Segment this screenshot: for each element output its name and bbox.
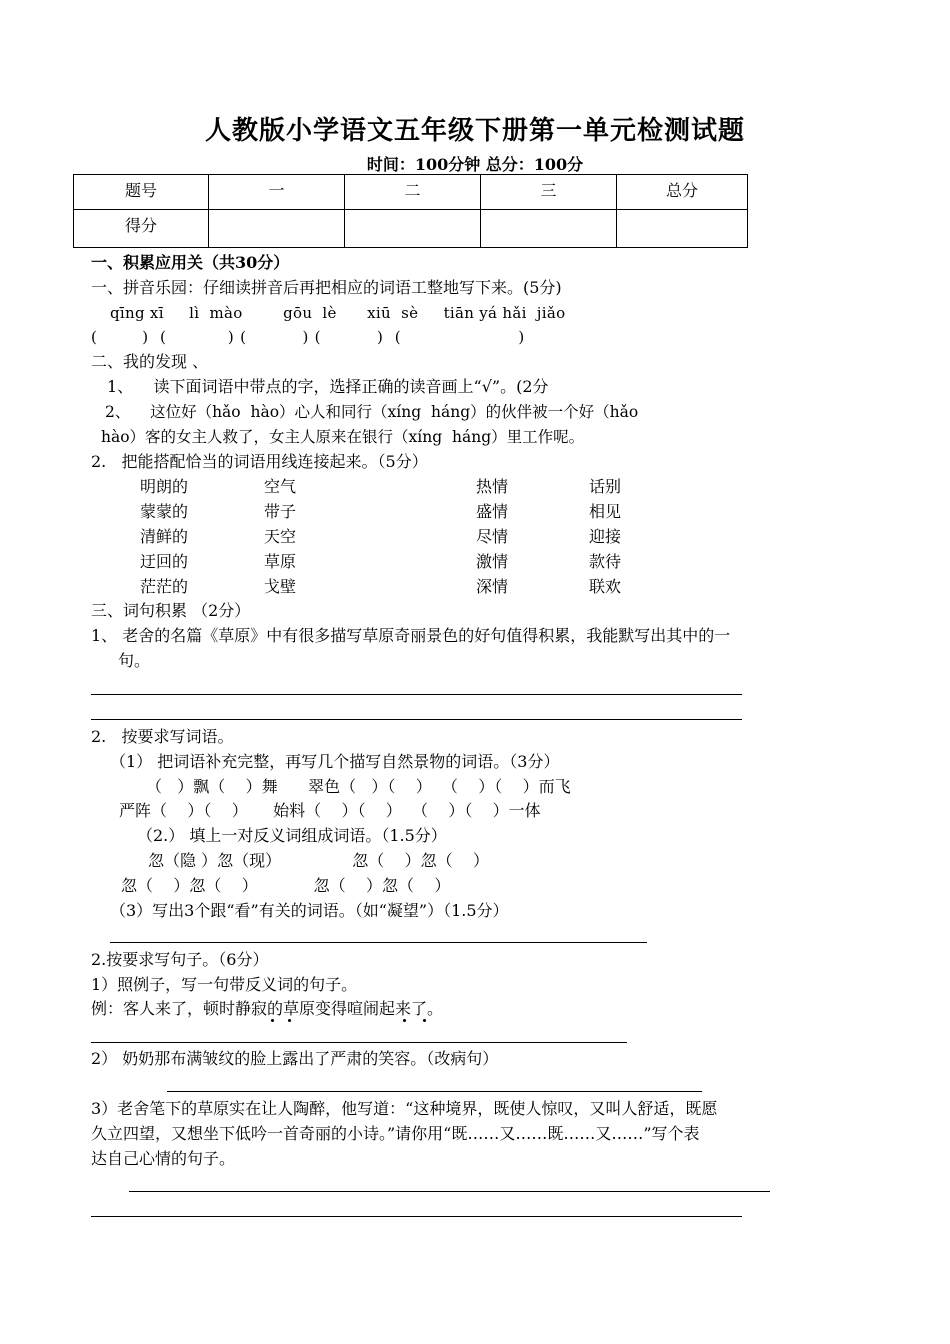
score-cell[interactable] <box>617 210 748 248</box>
score-cell[interactable] <box>209 210 345 248</box>
fill-blank-line[interactable]: （ ）飘（ ）舞 翠色（ ）（ ） （ ）（ ）而飞 <box>146 777 571 796</box>
emphasis-dot <box>271 1019 274 1022</box>
question-title: 三、词句积累 （2分） <box>91 601 251 620</box>
score-cell[interactable] <box>481 210 617 248</box>
section-heading: 一、积累应用关（共30分） <box>91 253 290 272</box>
question-item: 1、 读下面词语中带点的字，选择正确的读音画上“√”。(2分 <box>107 377 549 396</box>
match-word[interactable]: 热情 <box>476 477 509 496</box>
score-table <box>73 174 748 248</box>
question-item: 达自己心情的句子。 <box>91 1149 236 1168</box>
page-title: 人教版小学语文五年级下册第一单元检测试题 <box>204 116 745 146</box>
score-header-cell: 二 <box>345 175 481 210</box>
emphasis-dot <box>423 1019 426 1022</box>
answer-line[interactable] <box>110 942 647 943</box>
fill-blank-line[interactable]: 严阵（ ）（ ） 始料（ ）（ ） （ ）（ ）一体 <box>119 801 541 820</box>
match-word[interactable]: 尽情 <box>476 527 509 546</box>
question-item: （1） 把词语补充完整，再写几个描写自然景物的词语。（3分） <box>110 752 560 771</box>
question-title: 2.按要求写句子。（6分） <box>91 950 269 969</box>
question-item: 1）照例子，写一句带反义词的句子。 <box>91 975 358 994</box>
score-header-cell: 题号 <box>74 175 209 210</box>
example-sentence: 例：客人来了，顿时静寂的草原变得喧闹起来了。 <box>91 999 444 1018</box>
emphasis-dot <box>288 1019 291 1022</box>
match-word[interactable]: 相见 <box>589 502 622 521</box>
match-word[interactable]: 明朗的 <box>140 477 189 496</box>
question-item: 句。 <box>118 651 151 670</box>
question-item: 3）老舍笔下的草原实在让人陶醉，他写道：“这种境界，既使人惊叹，又叫人舒适，既愿 <box>91 1099 718 1118</box>
match-word[interactable]: 天空 <box>264 527 297 546</box>
match-word[interactable]: 空气 <box>264 477 297 496</box>
score-header-cell: 三 <box>481 175 617 210</box>
match-word[interactable]: 草原 <box>264 552 297 571</box>
question-item: （3）写出3个跟“看”有关的词语。（如“凝望”）（1.5分） <box>110 901 509 920</box>
question-title: 二、我的发现 、 <box>91 352 209 371</box>
score-header-cell: 总分 <box>617 175 748 210</box>
question-item: （2.） 填上一对反义词组成词语。（1.5分） <box>137 826 447 845</box>
match-word[interactable]: 迎接 <box>589 527 622 546</box>
fill-blank-line[interactable]: 忽（ ）忽（ ） 忽（ ）忽（ ） <box>121 876 451 895</box>
match-word[interactable]: 话别 <box>589 477 622 496</box>
question-item: hào）客的女主人救了，女主人原来在银行（xíng háng）里工作呢。 <box>101 428 585 446</box>
match-word[interactable]: 蒙蒙的 <box>140 502 189 521</box>
match-word[interactable]: 带子 <box>264 502 297 521</box>
answer-brackets: ( ) ( ) ( ) ( ) ( ) <box>91 328 526 346</box>
match-word[interactable]: 茫茫的 <box>140 577 189 596</box>
exam-info: 时间：100分钟 总分：100分 <box>366 155 584 174</box>
question-title: 2. 按要求写词语。 <box>91 727 234 746</box>
match-word[interactable]: 激情 <box>476 552 509 571</box>
question-title: 一、拼音乐园：仔细读拼音后再把相应的词语工整地写下来。(5分) <box>91 278 562 297</box>
score-header-cell: 一 <box>209 175 345 210</box>
answer-line[interactable] <box>167 1091 702 1092</box>
match-word[interactable]: 深情 <box>476 577 509 596</box>
score-cell[interactable] <box>345 210 481 248</box>
match-word[interactable]: 款待 <box>589 552 622 571</box>
question-item: 久立四望，又想坐下低吟一首奇丽的小诗。”请你用“既……又……既……又……”写个表 <box>91 1124 700 1143</box>
answer-line[interactable] <box>91 1216 742 1217</box>
answer-line[interactable] <box>129 1191 770 1192</box>
answer-line[interactable] <box>91 1042 627 1043</box>
pinyin-line: qīng xī lì mào gōu lè xiū sè tiān yá hǎi jiǎo <box>110 304 566 322</box>
question-item: 2、 这位好（hǎo hào）心人和同行（xíng háng）的伙伴被一个好（hǎo <box>105 403 639 421</box>
match-word[interactable]: 盛情 <box>476 502 509 521</box>
question-item: 1、 老舍的名篇《草原》中有很多描写草原奇丽景色的好句值得积累，我能默写出其中的一 <box>91 626 731 645</box>
match-word[interactable]: 戈壁 <box>264 577 297 596</box>
fill-blank-line[interactable]: 忽（隐 ）忽（现） 忽（ ）忽（ ） <box>148 851 489 870</box>
answer-line[interactable] <box>91 694 742 695</box>
score-row-label: 得分 <box>74 210 209 248</box>
match-word[interactable]: 联欢 <box>589 577 622 596</box>
emphasis-dot <box>403 1019 406 1022</box>
match-word[interactable]: 清鲜的 <box>140 527 189 546</box>
question-title: 2. 把能搭配恰当的词语用线连接起来。（5分） <box>91 452 428 471</box>
question-item: 2） 奶奶那布满皱纹的脸上露出了严肃的笑容。（改病句） <box>91 1049 499 1068</box>
match-word[interactable]: 迂回的 <box>140 552 189 571</box>
answer-line[interactable] <box>91 719 742 720</box>
